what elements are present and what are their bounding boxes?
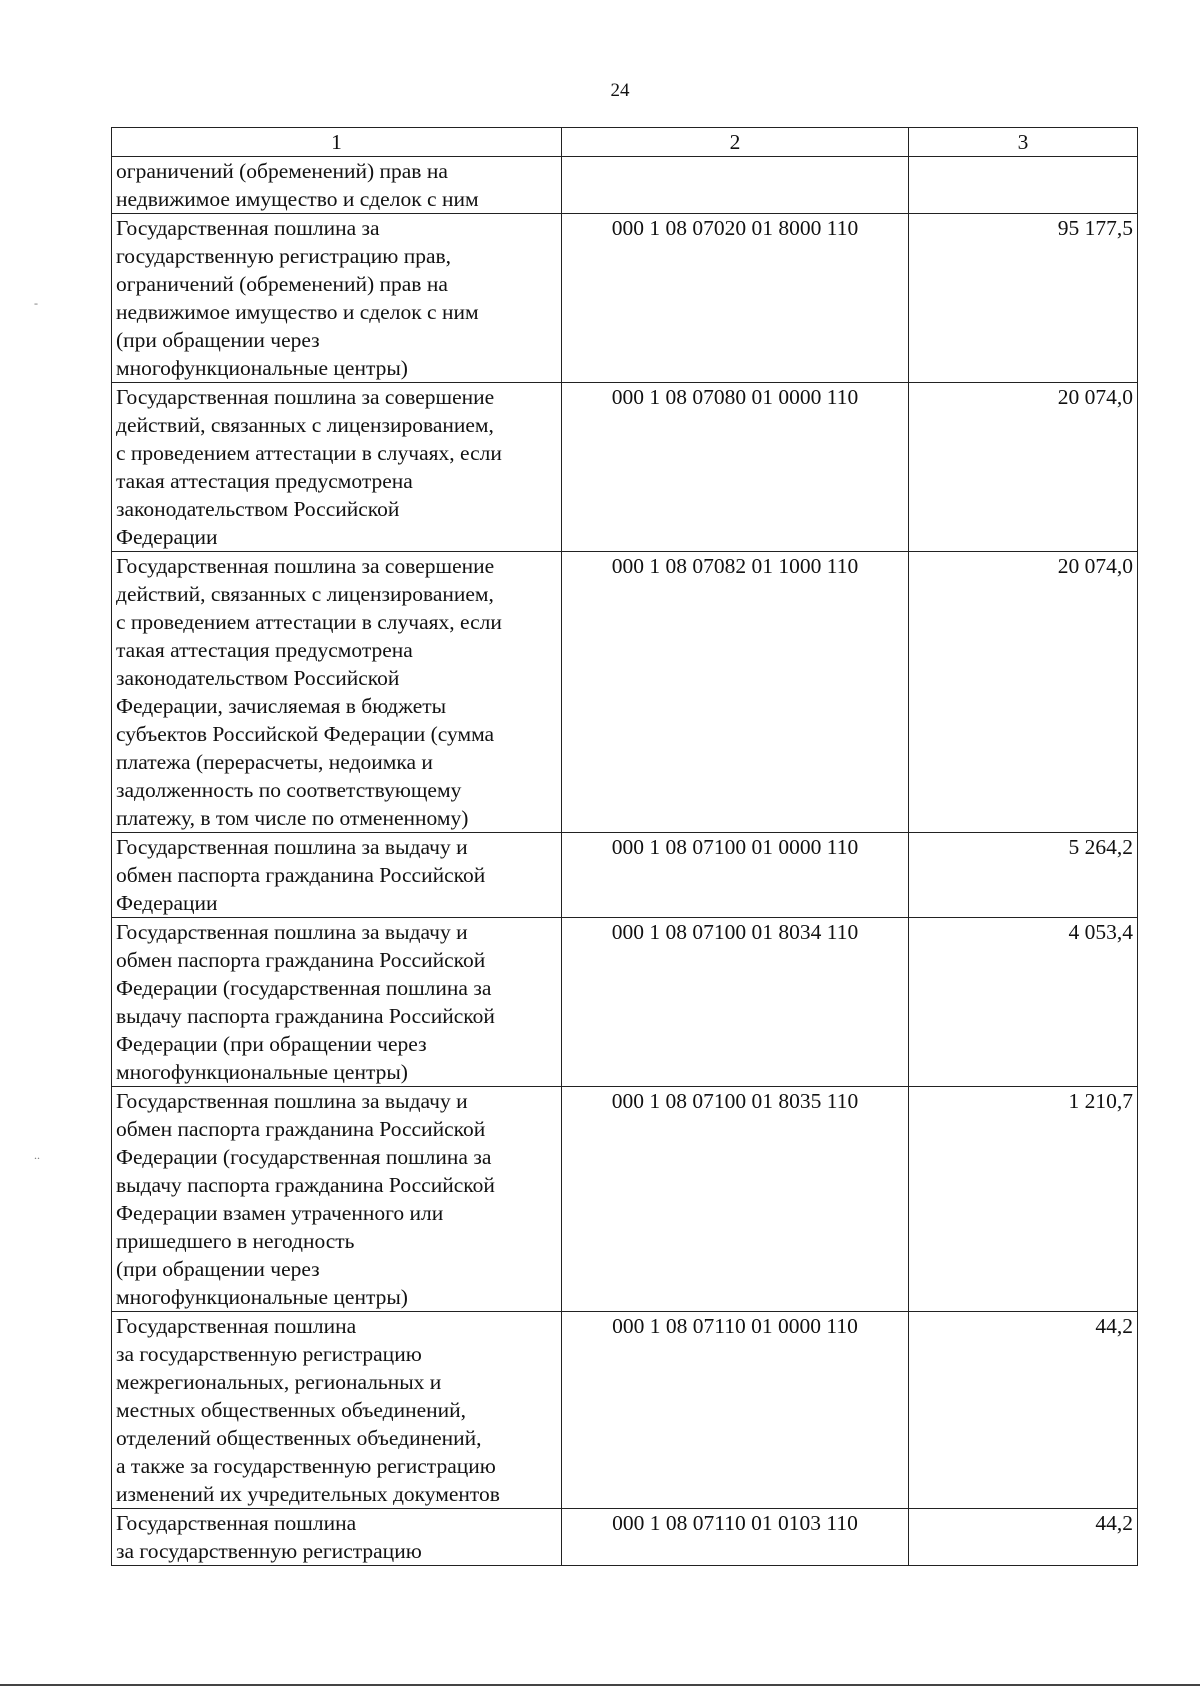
page-number: 24	[610, 80, 630, 101]
row-description: Государственная пошлина за совершение действий, связанных с лицензированием, с проведением аттестации в случаях, если такая аттестация предусмотрена законодательством Российской Федерации	[112, 383, 562, 552]
row-description: Государственная пошлина за выдачу и обмен паспорта гражданина Российской Федерации	[112, 833, 562, 918]
table-header-row	[112, 128, 1138, 157]
table-row	[112, 214, 1138, 383]
row-budget-code: 000 1 08 07110 01 0103 110	[562, 1509, 909, 1566]
scan-mark: ..	[34, 1148, 40, 1162]
row-description: Государственная пошлина за государственную регистрацию межрегиональных, региональных и местных общественных объединений, отделений общественных объединений, а также за государственную регистрацию изменений их учредительных документов	[112, 1312, 562, 1509]
row-amount: 5 264,2	[909, 833, 1138, 918]
column-header-3: 3	[909, 128, 1138, 157]
column-header-2: 2	[562, 128, 909, 157]
row-budget-code: 000 1 08 07100 01 0000 110	[562, 833, 909, 918]
row-description: Государственная пошлина за выдачу и обмен паспорта гражданина Российской Федерации (государственная пошлина за выдачу паспорта гражданина Российской Федерации взамен утраченного или пришедшего в негодность (при обращении через многофункциональные центры)	[112, 1087, 562, 1312]
table-row	[112, 1509, 1138, 1566]
table-row	[112, 918, 1138, 1087]
table-row	[112, 383, 1138, 552]
row-budget-code: 000 1 08 07080 01 0000 110	[562, 383, 909, 552]
bottom-rule	[0, 1684, 1200, 1686]
row-budget-code: 000 1 08 07020 01 8000 110	[562, 214, 909, 383]
row-budget-code: 000 1 08 07100 01 8035 110	[562, 1087, 909, 1312]
row-description: ограничений (обременений) прав на недвижимое имущество и сделок с ним	[112, 157, 562, 214]
row-amount: 95 177,5	[909, 214, 1138, 383]
row-amount: 4 053,4	[909, 918, 1138, 1087]
row-budget-code	[562, 157, 909, 214]
row-description: Государственная пошлина за совершение действий, связанных с лицензированием, с проведением аттестации в случаях, если такая аттестация предусмотрена законодательством Российской Федерации, зачисляемая в бюджеты субъектов Российской Федерации (сумма платежа (перерасчеты, недоимка и задолженность по соответствующему платежу, в том числе по отмененному)	[112, 552, 562, 833]
table-row	[112, 157, 1138, 214]
row-description: Государственная пошлина за государственную регистрацию прав, ограничений (обременений) прав на недвижимое имущество и сделок с ним (при обращении через многофункциональные центры)	[112, 214, 562, 383]
table-row	[112, 833, 1138, 918]
table-row	[112, 1087, 1138, 1312]
row-amount: 1 210,7	[909, 1087, 1138, 1312]
row-amount: 44,2	[909, 1312, 1138, 1509]
column-header-1: 1	[112, 128, 562, 157]
scan-mark: -	[34, 296, 38, 310]
row-budget-code: 000 1 08 07082 01 1000 110	[562, 552, 909, 833]
revenue-table	[111, 127, 1138, 1566]
row-amount: 20 074,0	[909, 383, 1138, 552]
row-budget-code: 000 1 08 07110 01 0000 110	[562, 1312, 909, 1509]
table-row	[112, 1312, 1138, 1509]
row-description: Государственная пошлина за государственную регистрацию	[112, 1509, 562, 1566]
row-amount: 44,2	[909, 1509, 1138, 1566]
row-budget-code: 000 1 08 07100 01 8034 110	[562, 918, 909, 1087]
row-description: Государственная пошлина за выдачу и обмен паспорта гражданина Российской Федерации (государственная пошлина за выдачу паспорта гражданина Российской Федерации (при обращении через многофункциональные центры)	[112, 918, 562, 1087]
row-amount	[909, 157, 1138, 214]
table-row	[112, 552, 1138, 833]
row-amount: 20 074,0	[909, 552, 1138, 833]
